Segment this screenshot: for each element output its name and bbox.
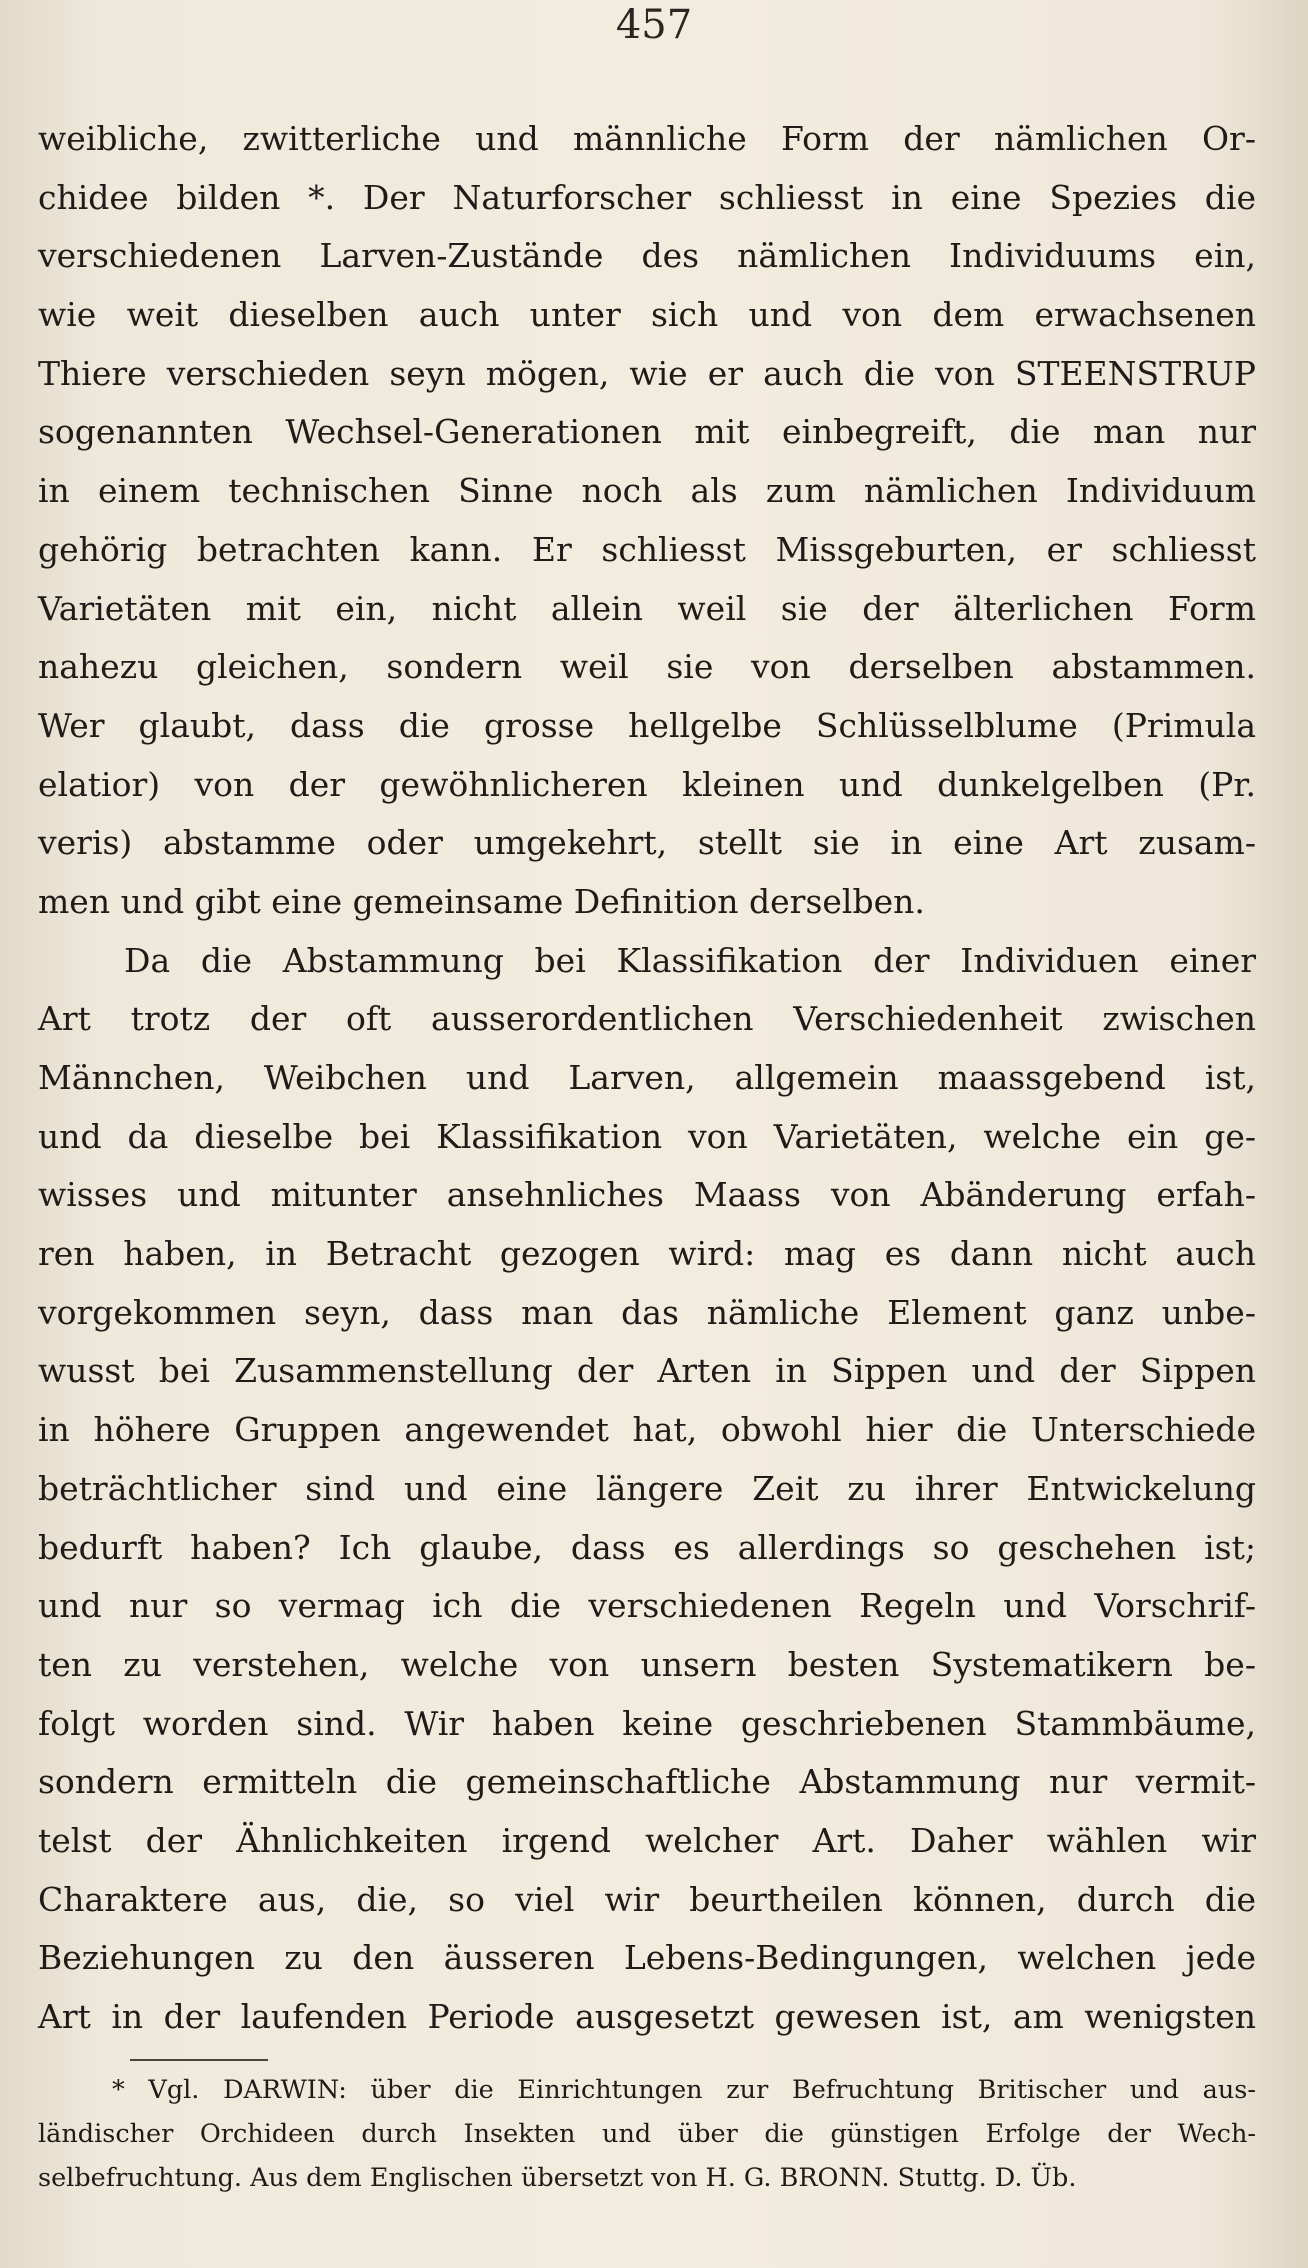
text-line: Art in der laufenden Periode ausgesetzt gewesen ist, am wenigsten: [38, 1997, 1256, 2036]
text-line: ren haben, in Betracht gezogen wird: mag es dann nicht auch: [38, 1234, 1256, 1274]
text-line: vorgekommen seyn, dass man das nämliche Element ganz unbe-: [38, 1292, 1256, 1332]
footnote-line: * Vgl. DARWIN: über die Einrichtungen zur Befruchtung Britischer und aus-: [112, 2075, 1256, 2105]
page-number: 457: [615, 2, 693, 48]
text-line: Charaktere aus, die, so viel wir beurtheilen können, durch die: [38, 1879, 1256, 1919]
text-line: elatior) von der gewöhnlicheren kleinen und dunkelgelben (Pr.: [38, 764, 1256, 804]
text-line: in höhere Gruppen angewendet hat, obwohl hier die Unterschiede: [38, 1410, 1256, 1450]
text-line: folgt worden sind. Wir haben keine geschriebenen Stammbäume,: [38, 1703, 1256, 1743]
text-line: und da dieselbe bei Klassifikation von Varietäten, welche ein ge-: [38, 1116, 1256, 1156]
text-line: gehörig betrachten kann. Er schliesst Missgeburten, er schliesst: [38, 529, 1256, 569]
text-line: sondern ermitteln die gemeinschaftliche Abstammung nur vermit-: [38, 1762, 1256, 1802]
text-line: beträchtlicher sind und eine längere Zeit zu ihrer Entwickelung: [38, 1468, 1256, 1508]
text-line: nahezu gleichen, sondern weil sie von derselben abstammen.: [38, 647, 1256, 687]
footnote: [38, 2068, 1256, 2200]
body-text: [38, 110, 1256, 2047]
text-line: sogenannten Wechsel-Generationen mit einbegreift, die man nur: [38, 412, 1256, 452]
text-line: telst der Ähnlichkeiten irgend welcher Art. Daher wählen wir: [38, 1820, 1256, 1860]
text-line: chidee bilden *. Der Naturforscher schliesst in eine Spezies die: [38, 177, 1256, 217]
text-line: Männchen, Weibchen und Larven, allgemein maassgebend ist,: [38, 1058, 1256, 1097]
text-line: wisses und mitunter ansehnliches Maass von Abänderung erfah-: [38, 1175, 1256, 1215]
text-line: und nur so vermag ich die verschiedenen Regeln und Vorschrif-: [38, 1586, 1256, 1626]
text-line: wie weit dieselben auch unter sich und von dem erwachsenen: [38, 295, 1256, 335]
text-line: Wer glaubt, dass die grosse hellgelbe Schlüsselblume (Primula: [38, 705, 1256, 745]
text-line: in einem technischen Sinne noch als zum nämlichen Individuum: [38, 471, 1256, 511]
footnote-line: selbefruchtung. Aus dem Englischen übersetzt von H. G. BRONN. Stuttg. D. Üb.: [38, 2163, 1077, 2193]
footnote-divider: [130, 2059, 268, 2061]
footnote-line: ländischer Orchideen durch Insekten und über die günstigen Erfolge der Wech-: [38, 2119, 1256, 2149]
text-line: Art trotz der oft ausserordentlichen Verschiedenheit zwischen: [38, 999, 1256, 1039]
text-line: Da die Abstammung bei Klassifikation der Individuen einer: [124, 940, 1256, 980]
text-line: men und gibt eine gemeinsame Definition derselben.: [38, 881, 925, 921]
text-line: Varietäten mit ein, nicht allein weil sie der älterlichen Form: [38, 588, 1256, 628]
text-line: Beziehungen zu den äusseren Lebens-Bedingungen, welchen jede: [38, 1938, 1256, 1978]
text-line: bedurft haben? Ich glaube, dass es allerdings so geschehen ist;: [38, 1527, 1256, 1567]
text-line: ten zu verstehen, welche von unsern besten Systematikern be-: [38, 1644, 1256, 1684]
text-line: weibliche, zwitterliche und männliche Form der nämlichen Or-: [38, 119, 1256, 158]
text-line: veris) abstamme oder umgekehrt, stellt sie in eine Art zusam-: [38, 823, 1256, 863]
text-line: verschiedenen Larven-Zustände des nämlichen Individuums ein,: [38, 236, 1256, 276]
text-line: wusst bei Zusammenstellung der Arten in Sippen und der Sippen: [38, 1351, 1256, 1391]
text-line: Thiere verschieden seyn mögen, wie er auch die von STEENSTRUP: [38, 353, 1256, 393]
